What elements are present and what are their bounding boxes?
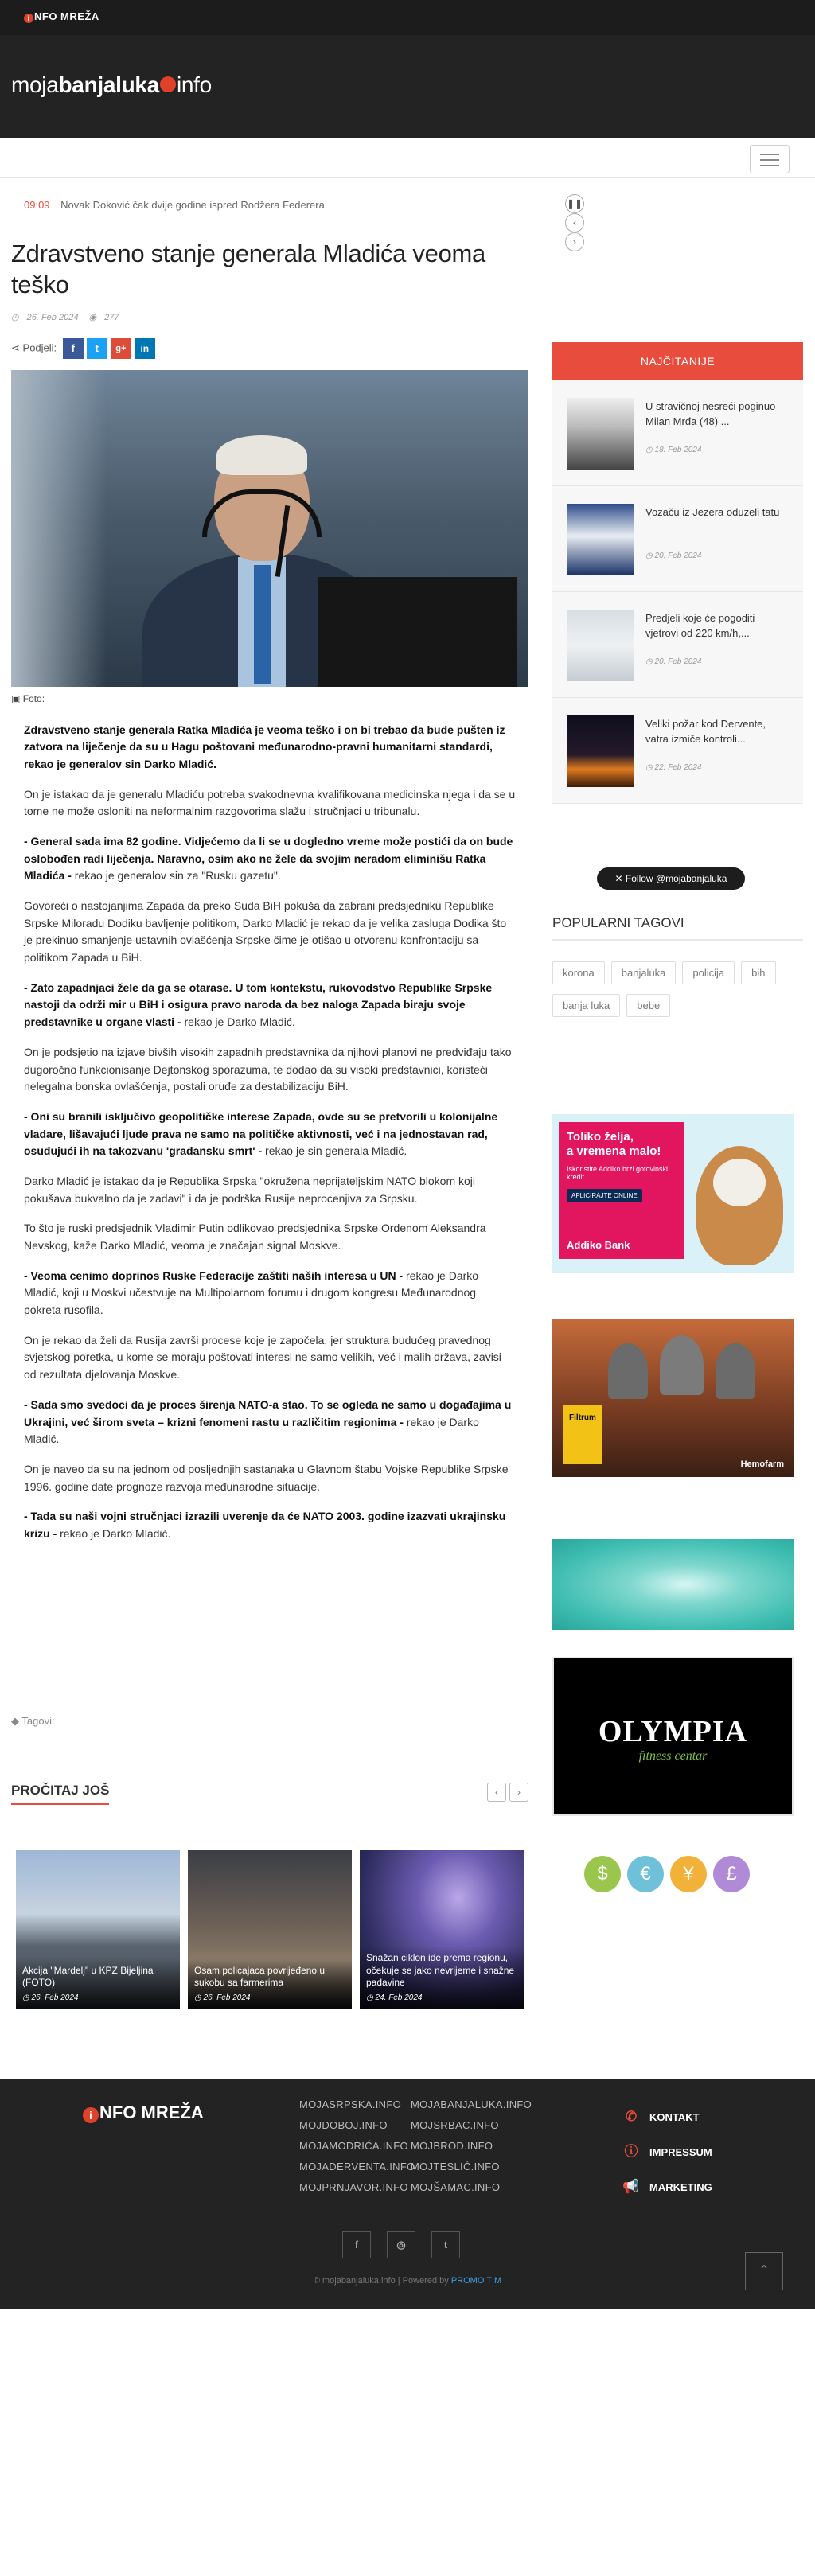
share-twitter-button[interactable]: t bbox=[87, 338, 107, 359]
addiko-line-2: a vremena malo! bbox=[567, 1144, 661, 1158]
most-read-item[interactable] bbox=[552, 486, 803, 592]
share-label: Podjeli: bbox=[22, 341, 57, 353]
impressum-link[interactable] bbox=[622, 2142, 712, 2161]
follow-text: Follow @mojabanjaluka bbox=[625, 873, 727, 884]
photo-caption bbox=[11, 693, 528, 704]
article-paragraph bbox=[24, 1044, 516, 1096]
footer-link[interactable]: MOJŠAMAC.INFO bbox=[411, 2181, 501, 2193]
paragraph-bold: - General sada ima 82 godine. Vidjećemo da li se u dogledno vreme može postići da on bude oslobođen radi liječenja. Naravno, osim ako ne žele da svojim neradom eliminišu Ratka Mladića - bbox=[24, 834, 513, 883]
image-icon: ▣ bbox=[11, 692, 21, 704]
paragraph-text: Govoreći o nastojanjima Zapada da preko Suda BiH pokuša da zabrani predsjedniku Republike Srpske Miloradu Dodiku bavljenje politikom, Darko Mladić je rekao da je velika zasluga Dodika što je prekinuo smanjenje ustavnih ovlašćenja Srpske čime je otišao u otvorenu konfrontaciju sa politikom Zapada u BiH. bbox=[24, 899, 507, 965]
knight-helmet-icon bbox=[608, 1343, 648, 1399]
article-paragraph bbox=[24, 898, 516, 967]
most-read-date bbox=[645, 657, 701, 666]
addiko-brand: Addiko Bank bbox=[567, 1239, 630, 1251]
ticker-prev-button[interactable]: ‹ bbox=[565, 213, 584, 232]
addiko-sub: Iskoristite Addiko brzi gotovinski kredit. bbox=[567, 1165, 669, 1181]
share-linkedin-button[interactable]: in bbox=[135, 338, 155, 359]
most-read-item[interactable] bbox=[552, 380, 803, 486]
tag-link[interactable]: korona bbox=[552, 961, 605, 984]
most-read-title-text: Veliki požar kod Derventе, vatra izmiče kontroli... bbox=[645, 718, 766, 745]
clock-icon: ◷ bbox=[645, 763, 655, 772]
paragraph-text: On je istakao da je generalu Mladiću potreba svakodnevna kvalifikovana medicinska njega i da se u tome ne može osloniti na neformalnim razgovorima slažu i stručnjaci u tribunalu. bbox=[24, 787, 516, 818]
paragraph-bold: - Tada su naši vojni stručnjaci izrazili uverenje da će NATO 2003. godine izazvati ukrajinsku krizu - bbox=[24, 1510, 506, 1540]
facebook-icon[interactable]: f bbox=[342, 2231, 371, 2258]
footer-link[interactable]: MOJADERVENTA.INFO bbox=[299, 2161, 415, 2173]
article bbox=[11, 239, 528, 1556]
most-read-title-text: Vozaču iz Jezera oduzeli tatu bbox=[645, 506, 780, 518]
pound-icon: £ bbox=[713, 1856, 750, 1892]
yen-icon: ¥ bbox=[670, 1856, 707, 1892]
top-bar bbox=[0, 0, 815, 35]
tag-link[interactable]: bih bbox=[741, 961, 775, 984]
paragraph-text: rekao je Darko Mladić. bbox=[181, 1015, 295, 1029]
most-read-date bbox=[645, 551, 701, 560]
nav-bar bbox=[0, 138, 815, 178]
share-icon: ⋖ bbox=[11, 341, 20, 353]
info-icon: ⓘ bbox=[624, 2144, 638, 2159]
most-read-date-text: 20. Feb 2024 bbox=[654, 551, 702, 560]
article-paragraph bbox=[24, 1173, 516, 1207]
clock-icon: ◷ bbox=[194, 1993, 204, 2002]
paragraph-text: To što je ruski predsjednik Vladimir Putin odlikovao predsjednika Srpske Ordenom Aleksandra Nevskog, kaže Darko Mladić, veoma je značajan signal Moskve. bbox=[24, 1222, 486, 1252]
currency-ad[interactable] bbox=[552, 1832, 794, 1935]
card-title: Snažan ciklon ide prema regionu, očekuje se jako nevrijeme i snažne padavine bbox=[366, 1952, 515, 1989]
paragraph-text: rekao je generalov sin za "Rusku gazetu". bbox=[71, 869, 281, 883]
addiko-apply-button[interactable]: APLICIRAJTE ONLINE bbox=[567, 1189, 642, 1202]
most-read-date-text: 20. Feb 2024 bbox=[654, 657, 702, 666]
article-paragraph bbox=[24, 1220, 516, 1254]
paragraph-bold: - Veoma cenimo doprinos Ruske Federacije zaštiti naših interesa u UN - bbox=[24, 1269, 404, 1282]
footer-link[interactable]: MOJASRPSKA.INFO bbox=[299, 2099, 402, 2110]
eye-icon: ◉ bbox=[88, 312, 97, 322]
clock-icon: ◷ bbox=[645, 551, 655, 560]
read-more-nav bbox=[484, 1783, 528, 1802]
most-read-date-text: 22. Feb 2024 bbox=[654, 763, 702, 772]
article-date: 26. Feb 2024 bbox=[26, 312, 79, 322]
article-tags bbox=[11, 1715, 528, 1736]
phone-icon: ✆ bbox=[625, 2109, 638, 2124]
most-read-title: NAJČITANIJE bbox=[552, 342, 803, 380]
tags-label: Tagovi: bbox=[21, 1715, 55, 1727]
addiko-ad-panel bbox=[559, 1122, 684, 1259]
info-mreza-brand[interactable] bbox=[24, 10, 99, 23]
footer-link[interactable]: MOJABANJALUKA.INFO bbox=[411, 2099, 532, 2110]
card-caption bbox=[360, 1946, 524, 2009]
paragraph-bold: - Oni su branili isključivo geopolitičke interese Zapada, ovde su se pretvorili u kolonijalne vladare, lišavajući ljude prava ne samo na političke aktivnosti, već i na jednostavan rad, osuđujući ih na takozvanu 'građansku smrt' - bbox=[24, 1109, 498, 1158]
clock-icon: ◷ bbox=[11, 312, 19, 322]
impressum-text: IMPRESSUM bbox=[649, 2146, 712, 2158]
paragraph-text: rekao je Darko Mladić, koji u Moskvi učestvuje na Multipolarnom forumu i drugom kongresu Međunarodnog pokreta rusofila. bbox=[24, 1269, 479, 1317]
paragraph-bold: Zdravstveno stanje generala Ratka Mladića je veoma teško i on bi trebao da bude pušten iz zatvora na liječenje da su u Hagu poštovani međunarodno-pravni humanitarni standardi, rekao je generalov sin Darko Mladić. bbox=[24, 723, 505, 770]
read-more-prev-button[interactable]: ‹ bbox=[487, 1783, 506, 1802]
card-title: Osam policajaca povrijeđeno u sukobu sa farmerima bbox=[194, 1964, 326, 1989]
article-paragraph bbox=[24, 1397, 516, 1448]
most-read-item[interactable] bbox=[552, 698, 803, 804]
footer-brand[interactable] bbox=[83, 2102, 204, 2123]
article-body bbox=[11, 722, 528, 1543]
site-header bbox=[0, 35, 815, 138]
article-paragraph bbox=[24, 1332, 516, 1384]
footer-link[interactable]: MOJPRNJAVOR.INFO bbox=[299, 2181, 408, 2193]
knight-helmet-icon bbox=[716, 1343, 755, 1399]
addiko-ad[interactable] bbox=[552, 1114, 794, 1273]
logo-dot-icon bbox=[160, 76, 176, 92]
card-caption bbox=[188, 1958, 352, 2009]
marketing-link[interactable] bbox=[622, 2177, 712, 2196]
footer-brand-text: NFO MREŽA bbox=[99, 2102, 204, 2122]
logo-part-2: banjaluka bbox=[58, 72, 159, 97]
clock-icon: ◷ bbox=[366, 1993, 376, 2002]
logo-part-3: info bbox=[176, 72, 212, 97]
twitter-follow-button[interactable] bbox=[597, 867, 745, 890]
contact-text: KONTAKT bbox=[649, 2111, 700, 2123]
hamburger-line bbox=[760, 159, 779, 161]
brand-text: NFO MREŽA bbox=[34, 10, 99, 22]
footer-link[interactable]: MOJSRBAC.INFO bbox=[411, 2119, 499, 2131]
article-paragraph bbox=[24, 1109, 516, 1160]
footer-link[interactable]: MOJBROD.INFO bbox=[411, 2140, 493, 2152]
share-facebook-button[interactable]: f bbox=[63, 338, 84, 359]
marketing-text: MARKETING bbox=[649, 2181, 712, 2193]
article-paragraph bbox=[24, 1461, 516, 1495]
paragraph-text: rekao je Darko Mladić. bbox=[57, 1526, 171, 1540]
popular-tags-title: POPULARNI TAGOVI bbox=[552, 915, 803, 941]
read-more-title: PROČITAJ JOŠ bbox=[11, 1783, 109, 1805]
most-read-item[interactable] bbox=[552, 592, 803, 698]
news-ticker bbox=[24, 198, 605, 247]
popular-tags-list bbox=[552, 961, 803, 1027]
card-date-text: 26. Feb 2024 bbox=[203, 1993, 251, 2002]
paragraph-text: On je rekao da želi da Rusija završi procese koje je započela, jer struktura budućeg pravednog svjetskog poretka, u kome se moraju poštovati interesi ne samo velikih, već i malih država, zavisi od rezultata djelovanja Moskve. bbox=[24, 1333, 501, 1382]
logo-part-1: moja bbox=[11, 72, 59, 97]
article-paragraph bbox=[24, 1508, 516, 1542]
contact-link[interactable] bbox=[622, 2107, 712, 2126]
footer-link[interactable]: MOJTESLIĆ.INFO bbox=[411, 2161, 500, 2173]
card-date bbox=[366, 1993, 517, 2003]
back-to-top-button[interactable] bbox=[745, 2252, 783, 2290]
read-more-next-button[interactable]: › bbox=[509, 1783, 528, 1802]
hamster-face bbox=[713, 1159, 766, 1206]
footer-link[interactable]: MOJDOBOJ.INFO bbox=[299, 2119, 388, 2131]
article-paragraph bbox=[24, 980, 516, 1031]
copyright bbox=[0, 2276, 815, 2286]
twitter-icon: ✕ bbox=[614, 873, 626, 884]
megaphone-icon: 📢 bbox=[622, 2179, 640, 2194]
card-date-text: 24. Feb 2024 bbox=[375, 1993, 423, 2002]
paragraph-bold: - Zato zapadnjaci žele da ga se otarase. U tom kontekstu, rukovodstvo Republike Srpske nastoji da održi mir u BiH i osigura pravo naroda da bez naloga Zapada biraju svoje predstavnike u organe vlasti - bbox=[24, 980, 493, 1029]
ticker-headline[interactable]: Novak Đoković čak dvije godine ispred Rodžera Federera bbox=[60, 199, 325, 211]
tag-link[interactable]: bebe bbox=[626, 994, 670, 1017]
share-google-button[interactable]: g+ bbox=[111, 338, 131, 359]
menu-toggle-button[interactable] bbox=[750, 145, 790, 173]
instagram-icon[interactable]: ◎ bbox=[387, 2231, 415, 2258]
read-more-card[interactable] bbox=[188, 1850, 352, 2009]
knight-helmet-icon bbox=[660, 1335, 704, 1395]
read-more-card[interactable] bbox=[16, 1850, 180, 2009]
article-paragraph bbox=[24, 786, 516, 820]
card-caption bbox=[16, 1958, 180, 2009]
olympia-name: OLYMPIA bbox=[598, 1715, 748, 1748]
ticker-pause-button[interactable]: ❚❚ bbox=[565, 194, 584, 213]
tag-link[interactable]: banja luka bbox=[552, 994, 620, 1017]
footer-bottom bbox=[0, 2239, 815, 2307]
read-more-section bbox=[11, 1783, 528, 2002]
hemofarm-brand: Hemofarm bbox=[740, 1459, 784, 1469]
footer-socials bbox=[342, 2231, 476, 2258]
article-photo bbox=[11, 370, 528, 687]
chevron-up-icon: ⌃ bbox=[758, 2264, 770, 2278]
hamburger-line bbox=[760, 165, 779, 166]
photo-monitor bbox=[318, 577, 517, 687]
card-date bbox=[194, 1993, 345, 2003]
article-paragraph bbox=[24, 722, 516, 774]
most-read-thumb bbox=[567, 398, 634, 470]
card-title: Akcija "Mardelj" u KPZ Bijeljina (FOTO) bbox=[22, 1964, 154, 1989]
article-title: Zdravstveno stanje generala Mladića veoma teško bbox=[11, 240, 485, 298]
tag-link[interactable]: banjaluka bbox=[611, 961, 677, 984]
footer-brand-icon: i bbox=[83, 2107, 99, 2123]
filtrum-box: Filtrum bbox=[563, 1405, 602, 1464]
clock-icon: ◷ bbox=[645, 657, 655, 666]
footer-link[interactable]: MOJAMODRIĆA.INFO bbox=[299, 2140, 408, 2152]
paragraph-text: rekao je Darko Mladić. bbox=[24, 1415, 479, 1446]
read-more-grid bbox=[16, 1850, 525, 2009]
brand-i-icon: i bbox=[24, 14, 33, 23]
clock-icon: ◷ bbox=[22, 1993, 32, 2002]
paragraph-text: On je naveo da su na jednom od posljednjih sastanaka u Glavnom štabu Vojske Republike Srpske 1996. godine date prognoze razvoja međunarodne situacije. bbox=[24, 1462, 509, 1493]
paragraph-text: On je podsjetio na izjave bivših visokih zapadnih predstavnika da njihovi planovi ne predviđaju tako dugoročno funkcionisanje Dejtonskog sporazuma, te dodao da su visoki predstavnici, koristeći nelegalna bonska ovlašćenja, postali oruđe za destabilizaciju BiH. bbox=[24, 1045, 512, 1093]
article-paragraph bbox=[24, 1268, 516, 1319]
paragraph-text: Darko Mladić je istakao da je Republika Srpska "okružena neprijateljskim NATO blokom koji pokušava bukvalno da je zadavi" i da je podrška Rusije neprocenjiva za Srpsku. bbox=[24, 1174, 476, 1205]
photo-hair bbox=[216, 435, 307, 475]
photo-tie bbox=[254, 565, 271, 684]
article-paragraph bbox=[24, 833, 516, 885]
twitter-icon[interactable]: t bbox=[431, 2231, 460, 2258]
most-read-thumb bbox=[567, 715, 634, 787]
paragraph-bold: - Sada smo svedoci da je proces širenja NATO-a stao. To se ogleda ne samo u događajima u Ukrajini, već širom sveta – krizni fenomeni rastu u različitim regionima - bbox=[24, 1397, 512, 1428]
water-ad[interactable] bbox=[552, 1539, 794, 1630]
hemofarm-ad[interactable] bbox=[552, 1319, 794, 1477]
most-read-title-text: U stravičnoj nesreći poginuo Milan Mrđa (48) ... bbox=[645, 400, 776, 427]
euro-icon: € bbox=[627, 1856, 664, 1892]
card-date-text: 26. Feb 2024 bbox=[31, 1993, 79, 2002]
footer-links bbox=[299, 2098, 538, 2201]
article-views: 277 bbox=[104, 312, 119, 322]
promo-tim-link[interactable]: PROMO TIM bbox=[450, 2276, 502, 2286]
most-read-date bbox=[645, 446, 701, 454]
most-read-list bbox=[552, 380, 803, 804]
footer-side-links bbox=[622, 2107, 712, 2212]
photo-bg bbox=[11, 370, 107, 687]
most-read-title-text: Predjeli koje će pogoditi vjetrovi od 220 km/h,... bbox=[645, 612, 755, 639]
most-read-date-text: 18. Feb 2024 bbox=[654, 446, 702, 454]
olympia-ad[interactable] bbox=[552, 1657, 794, 1816]
dollar-icon: $ bbox=[584, 1856, 621, 1892]
read-more-card[interactable] bbox=[360, 1850, 524, 2009]
ticker-controls bbox=[565, 194, 605, 251]
most-read-thumb bbox=[567, 610, 634, 681]
tag-link[interactable]: policija bbox=[682, 961, 735, 984]
caption-text: Foto: bbox=[22, 692, 45, 704]
share-bar bbox=[11, 338, 528, 359]
article-meta bbox=[11, 312, 528, 322]
ticker-next-button[interactable]: › bbox=[565, 232, 584, 251]
clock-icon: ◷ bbox=[645, 446, 655, 454]
ticker-time: 09:09 bbox=[24, 199, 50, 211]
most-read-date bbox=[645, 763, 701, 772]
site-logo[interactable] bbox=[11, 72, 212, 98]
olympia-sub: fitness centar bbox=[638, 1749, 708, 1763]
hamburger-icon bbox=[760, 154, 779, 155]
copyright-text: © mojabanjaluka.info | Powered by bbox=[313, 2276, 451, 2286]
paragraph-text: rekao je sin generala Mladić. bbox=[262, 1144, 408, 1158]
sidebar bbox=[552, 342, 803, 1884]
card-date bbox=[22, 1993, 174, 2003]
most-read-thumb bbox=[567, 504, 634, 575]
addiko-line-1: Toliko želja, bbox=[567, 1130, 634, 1144]
tag-icon: ◆ bbox=[11, 1715, 19, 1727]
